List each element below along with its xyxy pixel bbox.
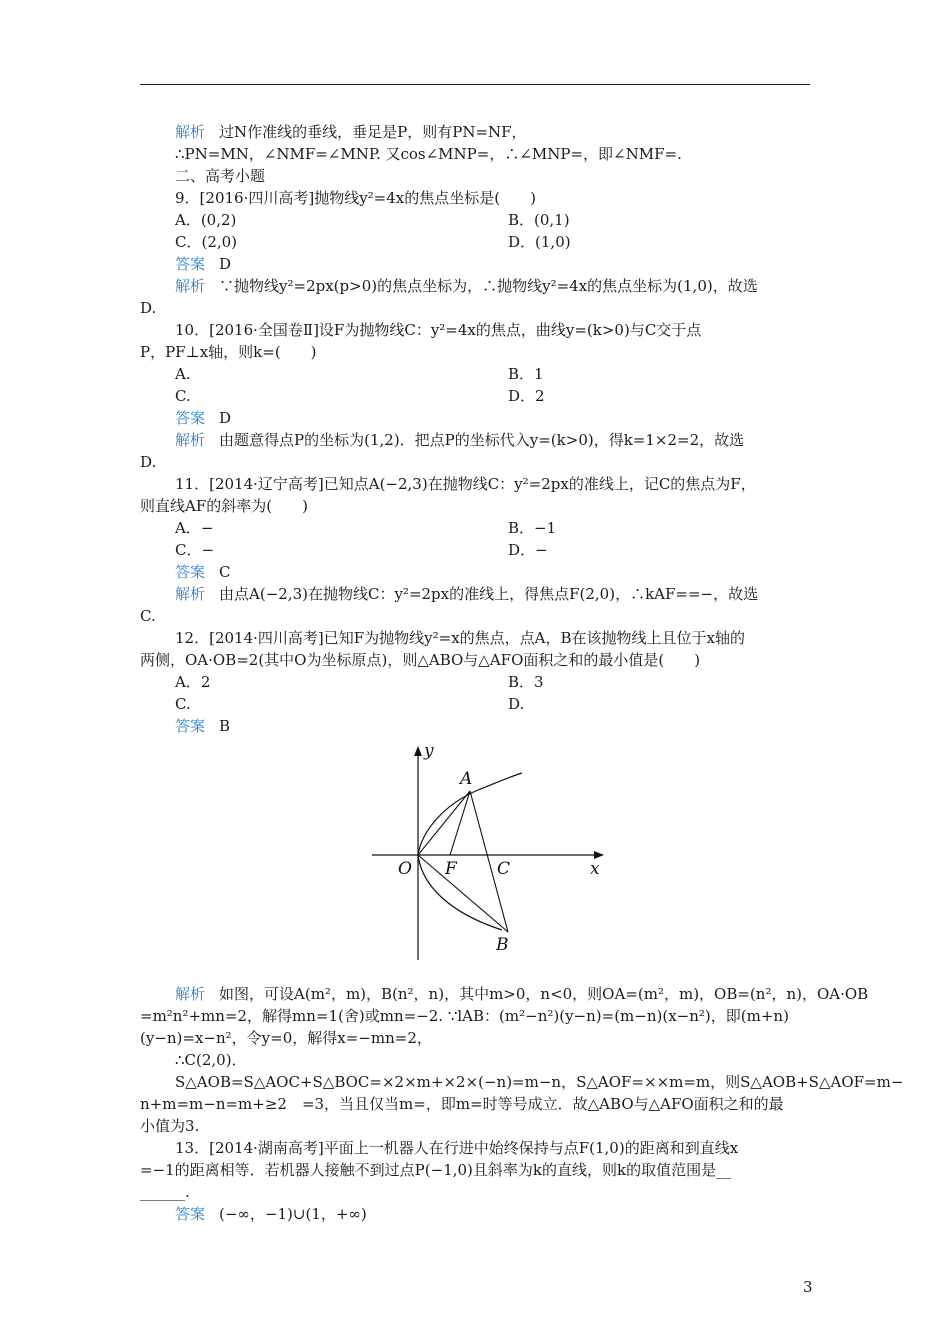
label-f: F — [445, 859, 457, 879]
q10-analysis-2: D. — [140, 453, 157, 471]
x-axis-arrow — [594, 851, 604, 859]
q9-option-c: C．(2,0) — [175, 233, 238, 251]
q10-option-c: C. — [175, 387, 191, 405]
q12-option-b: B．3 — [508, 673, 544, 691]
q12-option-a: A．2 — [175, 673, 211, 691]
label-c: C — [497, 859, 511, 879]
page-number: 3 — [803, 1278, 813, 1296]
q10-option-b: B．1 — [508, 365, 544, 383]
section-heading: 二、高考小题 — [175, 167, 266, 185]
q11-option-c: C．− — [175, 541, 215, 559]
prev-solution-line-2: ∴PN=MN，∠NMF=∠MNP. 又cos∠MNP=，∴∠MNP=，即∠NMF=. — [175, 145, 682, 163]
q11-option-a: A．− — [175, 519, 214, 537]
q10-answer: 答案 D — [175, 409, 232, 427]
q12-analysis-3: (y−n)=x−n²，令y=0，解得x=−mn=2， — [140, 1029, 432, 1047]
label-y: y — [424, 741, 434, 761]
q11-analysis-1: 解析 由点A(−2,3)在抛物线C：y²=2px的准线上，得焦点F(2,0)，∴kAF==−，故选 — [175, 585, 759, 603]
label-x: x — [590, 859, 600, 879]
q12-answer: 答案 B — [175, 717, 231, 735]
q11-stem-2: 则直线AF的斜率为( ) — [140, 497, 308, 515]
q10-option-a: A. — [175, 365, 191, 383]
q9-analysis-1: 解析 ∵抛物线y²=2px(p>0)的焦点坐标为，∴抛物线y²=4x的焦点坐标为(1,0)，故选 — [175, 277, 758, 295]
q12-analysis-6: n+m=m−n=m+≥2 =3，当且仅当m=，即m=时等号成立．故△ABO与△AFO面积之和的最 — [140, 1095, 784, 1113]
q10-stem-1: 10．[2016·全国卷Ⅱ]设F为抛物线C：y²=4x的焦点，曲线y=(k>0)与C交于点 — [175, 321, 702, 339]
q9-answer: 答案 D — [175, 255, 232, 273]
q12-analysis-7: 小值为3. — [140, 1117, 200, 1135]
q13-stem-2: =−1的距离相等．若机器人接触不到过点P(−1,0)且斜率为k的直线，则k的取值范围是__ — [140, 1161, 732, 1179]
label-a: A — [460, 769, 473, 789]
q10-analysis-1: 解析 由题意得点P的坐标为(1,2)．把点P的坐标代入y=(k>0)，得k=1×2=2，故选 — [175, 431, 745, 449]
q9-option-a: A．(0,2) — [175, 211, 237, 229]
q11-answer: 答案 C — [175, 563, 231, 581]
q9-option-d: D．(1,0) — [508, 233, 571, 251]
q10-stem-2: P，PF⊥x轴，则k=( ) — [140, 343, 317, 361]
q12-analysis-2: =m²n²+mn=2，解得mn=1(舍)或mn=−2. ∵lAB：(m²−n²)(y−n)=(m−n)(x−n²)，即(m+n) — [140, 1007, 789, 1025]
q11-option-b: B．−1 — [508, 519, 557, 537]
q11-option-d: D．− — [508, 541, 548, 559]
q12-analysis-1: 解析 如图，可设A(m²，m)，B(n²，n)，其中m>0，n<0，则OA=(m²，m)，OB=(n²，n)，OA·OB — [175, 985, 869, 1003]
q11-stem-1: 11．[2014·辽宁高考]已知点A(−2,3)在抛物线C：y²=2px的准线上，记C的焦点为F， — [175, 475, 756, 493]
q12-analysis-4: ∴C(2,0)． — [175, 1051, 247, 1069]
header-rule — [140, 84, 810, 85]
q10-option-d: D．2 — [508, 387, 545, 405]
segment-oa — [418, 791, 470, 855]
label-o: O — [398, 859, 412, 879]
segment-ob — [418, 855, 511, 932]
q12-stem-1: 12．[2014·四川高考]已知F为抛物线y²=x的焦点，点A，B在该抛物线上且位于x轴的 — [175, 629, 745, 647]
q13-answer: 答案 (−∞，−1)∪(1，+∞) — [175, 1205, 367, 1223]
q9-analysis-2: D. — [140, 299, 157, 317]
label-b: B — [496, 935, 509, 955]
segment-fa — [450, 791, 470, 855]
q9-stem: 9．[2016·四川高考]抛物线y²=4x的焦点坐标是( ) — [175, 189, 536, 207]
q13-stem-1: 13．[2014·湖南高考]平面上一机器人在行进中始终保持与点F(1,0)的距离和到直线x — [175, 1139, 739, 1157]
q13-stem-3: ______. — [140, 1183, 190, 1201]
q12-analysis-5: S△AOB=S△AOC+S△BOC=×2×m+×2×(−n)=m−n，S△AOF=××m=m，则S△AOB+S△AOF=m− — [175, 1073, 904, 1091]
prev-solution-line-1: 解析 过N作准线的垂线，垂足是P，则有PN=NF， — [175, 123, 527, 141]
q11-analysis-2: C. — [140, 607, 156, 625]
q12-option-d: D. — [508, 695, 525, 713]
analysis-label: 解析 — [175, 123, 206, 141]
q12-stem-2: 两侧，OA·OB=2(其中O为坐标原点)，则△ABO与△AFO面积之和的最小值是( ) — [140, 651, 701, 669]
parabola-figure — [360, 738, 620, 973]
q12-option-c: C. — [175, 695, 191, 713]
q9-option-b: B．(0,1) — [508, 211, 570, 229]
y-axis-arrow — [414, 746, 422, 756]
